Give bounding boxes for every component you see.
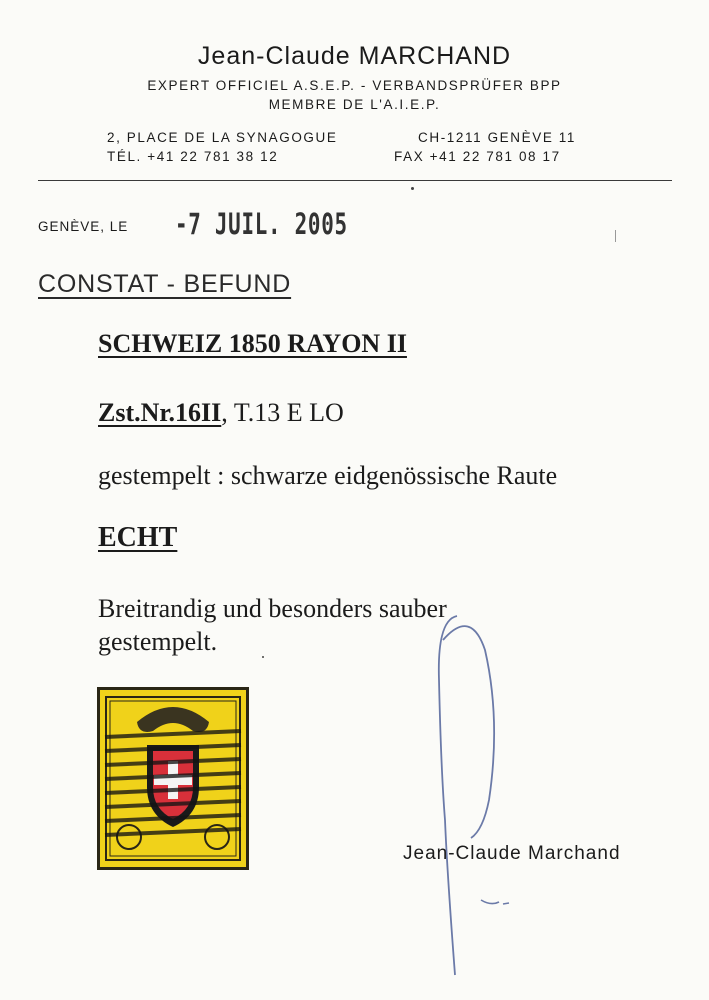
telephone: TÉL. +41 22 781 38 12 [107,149,279,164]
remark [98,592,447,658]
remark-line-2: gestempelt. [98,627,218,656]
remark-line-1: Breitrandig und besonders sauber [98,594,447,623]
city-address: CH-1211 GENÈVE 11 [418,130,577,145]
place-date-label: GENÈVE, LE [38,219,129,234]
scan-speck [262,656,264,658]
fax: FAX +41 22 781 08 17 [394,149,561,164]
verdict: ECHT [98,522,178,553]
street-address: 2, PLACE DE LA SYNAGOGUE [107,130,338,145]
expert-name: Jean-Claude MARCHAND [197,42,512,70]
rayon-stamp-image [97,687,249,870]
signature-name: Jean-Claude Marchand [403,843,621,864]
expert-membership: MEMBRE DE L'A.I.E.P. [268,97,441,112]
date-stamp: -7 JUIL. 2005 [175,207,348,241]
stamp-issue: SCHWEIZ 1850 RAYON II [98,329,407,358]
certificate-heading: CONSTAT - BEFUND [38,270,292,298]
catalog-details: , T.13 E LO [221,398,344,427]
signature-flourish [425,610,515,980]
catalog-number: Zst.Nr.16II [98,398,222,427]
letterhead-divider [38,180,672,181]
scan-mark [615,230,616,242]
expert-credentials: EXPERT OFFICIEL A.S.E.P. - VERBANDSPRÜFER BPP [147,78,562,93]
catalog-line [98,398,344,428]
cancellation-note: gestempelt : schwarze eidgenössische Raute [98,461,558,490]
scan-speck [411,187,414,190]
